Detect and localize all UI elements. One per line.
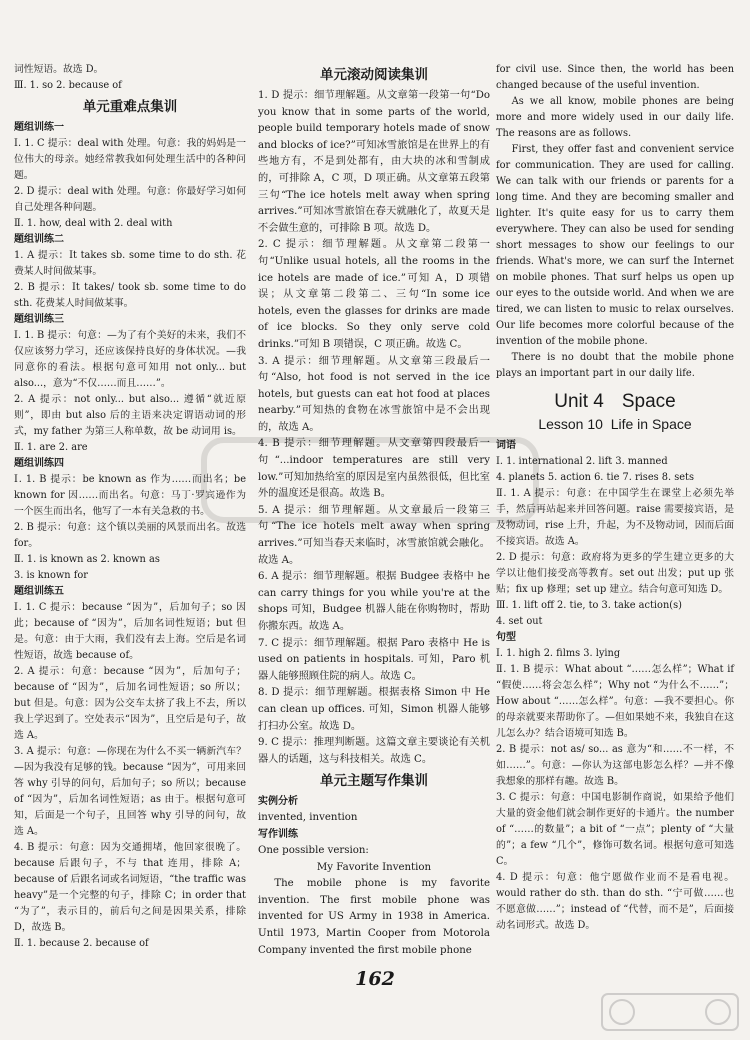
subsection-heading: 题组训练五 xyxy=(14,586,64,597)
subsection-heading: 题组训练一 xyxy=(14,122,64,133)
answer-line: Ⅱ. 1. are 2. are xyxy=(14,442,88,453)
answer-line: invented, invention xyxy=(258,812,358,824)
answer-line: Ⅰ. 1. B 提示：be known as 作为……而出名；be known for 因……而出名。句意：马丁·罗宾逊作为一个医生而出名，他写了一本有关急救的书。 xyxy=(14,474,246,517)
unit-subject: Space xyxy=(621,391,676,412)
answer-line: 2. B 提示：It takes/ took sb. some time to do sth. 花费某人时间做某事。 xyxy=(14,282,246,309)
lesson-answers xyxy=(496,438,734,934)
answer-line: Ⅱ. 1. how, deal with 2. deal with xyxy=(14,218,173,229)
answer-line: 6. A 提示：细节理解题。根据 Budgee 表格中 he can carry things for you while you're at the shops 可知，Budgee 机器人能在你购物时，帮助你搬东西。故选 A。 xyxy=(258,571,490,632)
answer-line: 2. D 提示：句意：政府将为更多的学生建立更多的大学以让他们接受高等教育。set out 出发；put up 张贴；fix up 修理；set up 建立。结合句意可知选 D。 xyxy=(496,552,734,595)
answer-line: 4. B 提示：细节理解题。从文章第四段最后一句“...indoor temperatures are still very low.”可知加热给室的原因是室内虽然很低，但比室外的温度还是很高。故选 B。 xyxy=(258,438,490,500)
answer-line: 1. D 提示：细节理解题。从文章第一段第一句“Do you know that in some parts of the world, people build temporary hotels made of snow and blocks of ice?”可知冰雪旅馆是在世界上的有些地方有，不是到处都有，由大块的冰和雪制成的，可排除 A，C 项，D 项正确。从文章第五段第三句“The ice hotels melt away when spring arrives.”可知冰雪旅馆在春天就融化了，故夏天是不会做生意的，可排除 B 项。故选 D。 xyxy=(258,90,490,234)
subsection-heading: 题组训练三 xyxy=(14,314,64,325)
answer-line: First, they offer fast and convenient service for communication. They are used for calling. We can talk with our friends or parents for a long time. And they are becoming smaller and lighter. It's quite easy for us to carry them everywhere. They can also be used for sending short messages to show our feelings to our friends. What's more, we can surf the Internet on mobile phones. That surf helps us open up our eyes to the outside world. And when we are tired, we can listen to music to relax ourselves. Our life becomes more colorful because of the invention of the mobile phone. xyxy=(496,144,734,347)
answer-line: The mobile phone is my favorite invention. The first mobile phone was invented for US Army in 1938 in America. Until 1973, Martin Cooper from Motorola Company invented the first mobile phone xyxy=(258,878,490,956)
answer-line: 4. planets 5. action 6. tie 7. rises 8. sets xyxy=(496,472,695,483)
answer-line: 8. D 提示：细节理解题。根据表格 Simon 中 He can clean up offices. 可知，Simon 机器人能够打扫办公室。故选 D。 xyxy=(258,687,490,732)
answer-line: One possible version: xyxy=(258,844,369,856)
subsection-heading: 题组训练二 xyxy=(14,234,64,245)
section-title: 单元主题写作集训 xyxy=(320,773,428,790)
answer-line: Ⅱ. 1. A 提示：句意：在中国学生在课堂上必须先举手，然后再站起来并回答问题。raise 需要接宾语，是及物动词，rise 上升，升起，为不及物动词，因而后面不接宾语。故选 A。 xyxy=(496,488,734,547)
section-title: 单元滚动阅读集训 xyxy=(320,67,428,83)
answer-line: Ⅱ. 1. because 2. because of xyxy=(14,938,149,949)
column-left xyxy=(14,62,246,952)
answer-line: 2. A 提示：not only... but also... 遵循“就近原则”，即由 but also 后的主语来决定谓语动词的形式，my father 为第三人称单数，故 be 动词用 is。 xyxy=(14,394,246,437)
answer-line: for civil use. Since then, the world has been changed because of the useful invention. xyxy=(496,64,734,91)
lesson-heading xyxy=(496,414,734,434)
unit-heading xyxy=(496,390,734,414)
answer-line: 3. C 提示：句意：中国电影制作商说，如果给予他们大量的资金他们就会制作更好的卡通片。the number of “……的数量”；a bit of “一点”；plenty of “大量的”；a few “几个”，修饰可数名词。根据句意可知选 C。 xyxy=(496,792,734,867)
answer-line: As we all know, mobile phones are being more and more widely used in our daily life. The reasons are as follows. xyxy=(496,96,734,139)
column-middle xyxy=(258,62,490,959)
answer-line: 2. D 提示：deal with 处理。句意：你最好学习如何自己处理各种问题。 xyxy=(14,186,246,213)
lesson-name: Life in Space xyxy=(610,416,692,432)
answer-line: 2. B 提示：not as/ so... as 意为“和……不一样，不如……”。句意：—你认为这部电影怎么样？—并不像我想象的那样有趣。故选 B。 xyxy=(496,744,734,787)
essay-continuation xyxy=(496,62,734,382)
answer-line: 3. A 提示：句意：—你现在为什么不买一辆新汽车？—因为我没有足够的钱。because “因为”，可用来回答 why 引导的问句，后加句子；so 所以；because of “因为”，后加名词性短语；as 由于。根据句意可知，后面是一个句子，且回答 why 引导的问句，故选 A。 xyxy=(14,746,246,837)
page-number: 162 xyxy=(355,968,395,990)
answer-line: 3. A 提示：细节理解题。从文章第三段最后一句“Also, hot food is not served in the ice hotels, but guests can eat hot food at places nearby.”可知热的食物在冰雪旅馆中是不会出现的，故选 A。 xyxy=(258,355,490,433)
section-title: 单元重难点集训 xyxy=(82,99,178,115)
answer-line: 词性短语。故选 D。 xyxy=(14,64,104,75)
subsection-heading: 句型 xyxy=(496,632,516,643)
answer-line: Ⅰ. 1. B 提示：句意：—为了有个美好的未来，我们不仅应该努力学习，还应该保持良好的身体状况。—我同意你的看法。根据句意可知用 not only... but also...，意为“不仅……而且……”。 xyxy=(14,330,246,389)
subsection-heading: 实例分析 xyxy=(258,796,298,808)
answer-line: Ⅲ. 1. lift off 2. tie, to 3. take action(s) xyxy=(496,600,682,611)
answer-line: 9. C 提示：推理判断题。这篇文章主要谈论有关机器人的话题，这与科技相关。故选 C。 xyxy=(258,737,490,765)
answer-line: Ⅱ. 1. is known as 2. known as xyxy=(14,554,160,565)
watermark-logo xyxy=(600,990,740,1034)
subsection-heading: 词语 xyxy=(496,440,516,451)
answer-line: 2. A 提示：句意：because “因为”，后加句子；because of “因为”，后加名词性短语；so 所以；but 但是。句意：因为公交车太挤了我上不去，所以我上学迟到了。空处表示“因为”，且空后是句子，故选 A。 xyxy=(14,666,246,741)
answer-line: There is no doubt that the mobile phone plays an important part in our daily life. xyxy=(496,352,734,379)
column-right xyxy=(496,62,734,934)
answer-line: Ⅰ. 1. C 提示：because “因为”，后加句子；so 因此；because of “因为”，后加名词性短语；but 但是。句意：由于大雨，我们没有去上海。空后是名词性短语，故选 because of。 xyxy=(14,602,246,661)
answer-line: Ⅱ. 1. B 提示：What about “……怎么样”；What if “假使……将会怎么样”；Why not “为什么不……”；How about “……怎么样”。句意：—我不要担心。你的母亲就要来帮助你了。—但如果她不来，我独自在这儿怎么办？结合语境可知选 B。 xyxy=(496,664,734,739)
unit-label: Unit 4 xyxy=(554,391,604,412)
answer-line: 1. A 提示：It takes sb. some time to do sth. 花费某人时间做某事。 xyxy=(14,250,246,277)
answer-line: 7. C 提示：细节理解题。根据 Paro 表格中 He is used on patients in hospitals. 可知，Paro 机器人能够照顾住院的病人。故选 C。 xyxy=(258,637,490,682)
lesson-label: Lesson 10 xyxy=(538,416,603,432)
answer-line: 4. D 提示：句意：他宁愿做作业而不是看电视。would rather do sth. than do sth. “宁可做……也不愿意做……”；instead of “代替，而不是”，后面接动名词形式。故选 D。 xyxy=(496,872,734,931)
answer-line: 4. B 提示：句意：因为交通拥堵，他回家很晚了。because 后跟句子，不与 that 连用，排除 A；because of 后跟名词或名词短语，“the traffic was heavy”是一个完整的句子，排除 C；in order that “为了”，表示目的，前后句之间是因果关系，排除 D，故选 B。 xyxy=(14,842,246,933)
answer-line: 2. C 提示：细节理解题。从文章第二段第一句“Unlike usual hotels, all the rooms in the ice hotels are made of ice.”可知 A，D 项错误；从文章第二段第二、三句“In some ice hotels, even the glasses for drinks are made of ice blocks. So they only serve cold drinks.”可知 B 项错误，C 项正确。故选 C。 xyxy=(258,239,490,350)
answer-line: My Favorite Invention xyxy=(316,861,432,873)
answer-line: Ⅰ. 1. C 提示：deal with 处理。句意：我的妈妈是一位伟大的母亲。她经常教我如何处理生活中的各种问题。 xyxy=(14,138,246,181)
answer-line: Ⅰ. 1. international 2. lift 3. manned xyxy=(496,456,668,467)
answer-line: 2. B 提示：句意：这个镇以美丽的风景而出名。故选 for。 xyxy=(14,522,246,549)
answer-line: 4. set out xyxy=(496,616,543,627)
subsection-heading: 写作训练 xyxy=(258,828,298,840)
answer-line: Ⅲ. 1. so 2. because of xyxy=(14,80,122,91)
subsection-heading: 题组训练四 xyxy=(14,458,64,469)
answer-line: 5. A 提示：细节理解题。从文章最后一段第三句“The ice hotels melt away when spring arrives.”可知当春天来临时，冰雪旅馆就会融化。故选 A。 xyxy=(258,504,490,566)
answer-line: Ⅰ. 1. high 2. films 3. lying xyxy=(496,648,621,659)
answer-line: 3. is known for xyxy=(14,570,88,581)
